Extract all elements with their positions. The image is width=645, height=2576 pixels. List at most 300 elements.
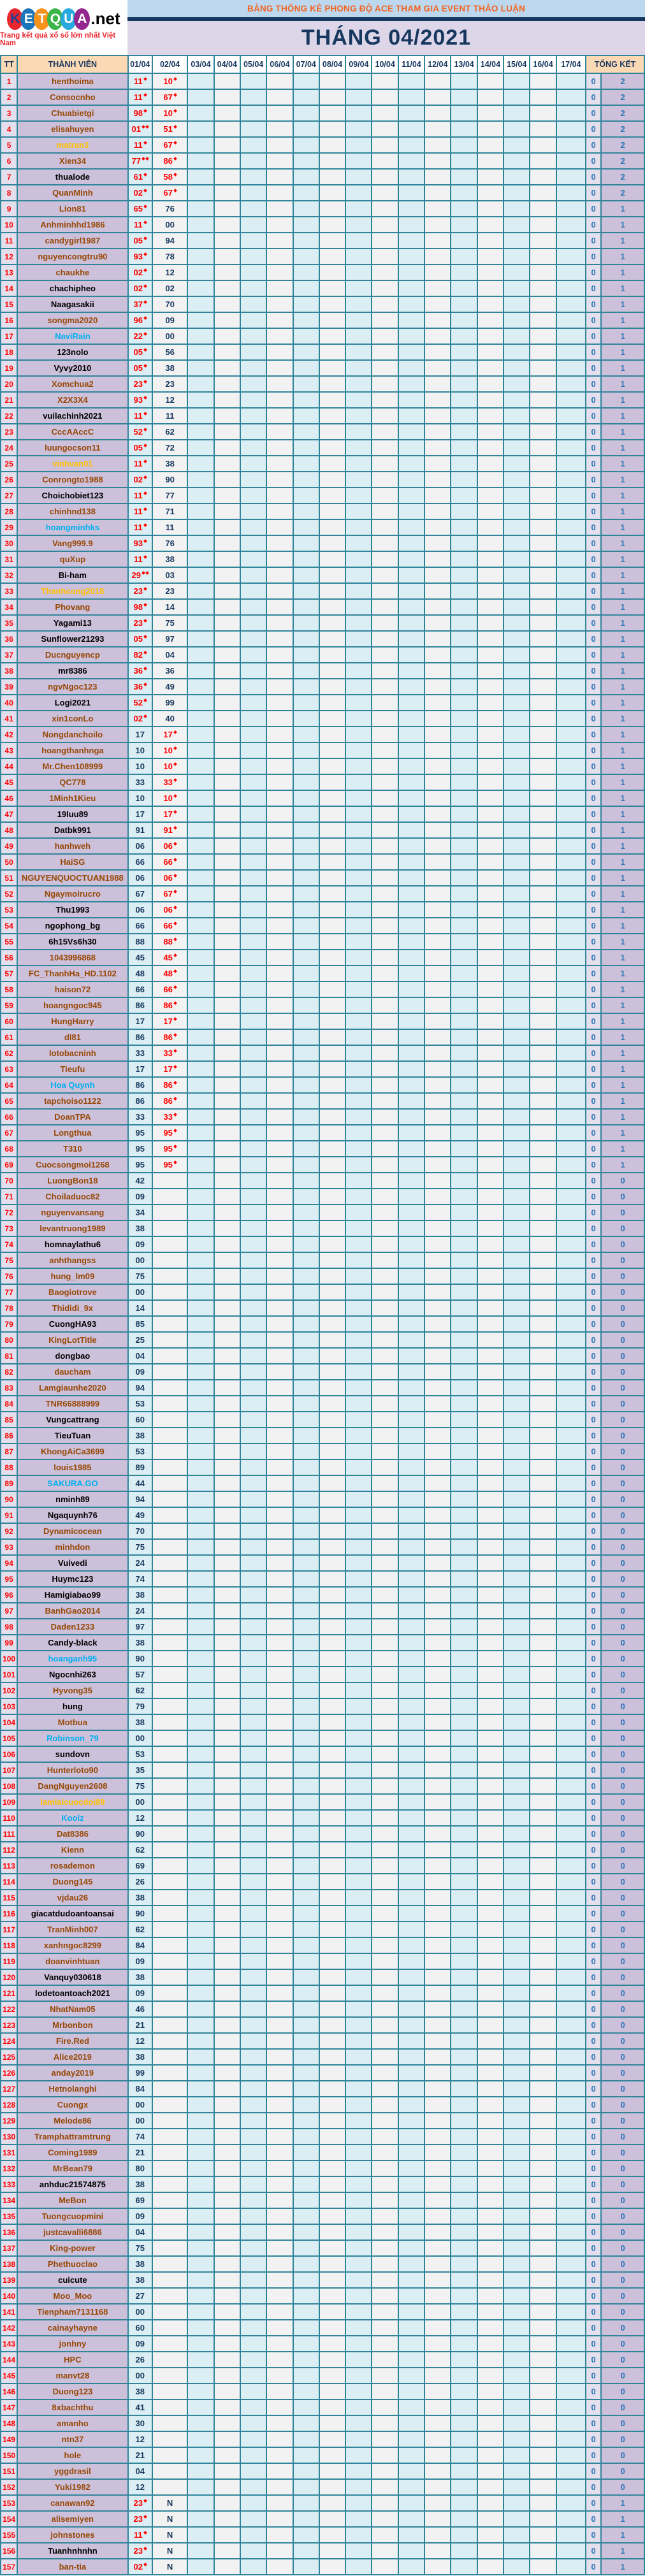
day-cell-empty xyxy=(530,169,556,185)
day-cell-empty xyxy=(530,631,556,647)
member-name: Mr.Chen108999 xyxy=(17,758,127,774)
tt-cell: 23 xyxy=(1,424,17,440)
member-name: lotobacninh xyxy=(17,1045,127,1061)
day-cell-empty xyxy=(530,1173,556,1189)
day-cell-empty xyxy=(187,2192,214,2208)
total-cell: 1 xyxy=(601,695,644,711)
day-cell-empty xyxy=(187,663,214,679)
day-cell-empty xyxy=(451,201,477,217)
day-value-text: 86 xyxy=(163,156,176,166)
day-cell-empty xyxy=(451,583,477,599)
member-name: Tienpham7131168 xyxy=(17,2304,127,2320)
day-cell-empty xyxy=(293,1444,319,1459)
day-cell-empty xyxy=(556,2145,586,2160)
day-value-text: 52 xyxy=(133,427,146,437)
day-value-01 xyxy=(128,1141,152,1157)
member-name: Cuocsongmoi1268 xyxy=(17,1157,127,1173)
day-cell-empty xyxy=(293,663,319,679)
column-header-date: 03/04 xyxy=(187,55,214,73)
day-cell-empty xyxy=(504,822,530,838)
pre-total-cell: 0 xyxy=(586,73,601,89)
pre-total-cell: 0 xyxy=(586,2495,601,2511)
day-value-02 xyxy=(152,1937,187,1953)
day-value-02 xyxy=(152,1300,187,1316)
day-value-02 xyxy=(152,1013,187,1029)
day-value-02 xyxy=(152,2033,187,2049)
day-cell-empty xyxy=(187,2288,214,2304)
day-cell-empty xyxy=(451,1539,477,1555)
pre-total-cell: 0 xyxy=(586,966,601,981)
day-value-text: 05 xyxy=(133,443,146,452)
day-cell-empty xyxy=(504,73,530,89)
day-cell-empty xyxy=(214,2017,240,2033)
day-cell-empty xyxy=(477,981,504,997)
total-cell: 1 xyxy=(601,567,644,583)
tt-cell: 29 xyxy=(1,519,17,535)
day-cell-empty xyxy=(266,854,293,870)
day-cell-empty xyxy=(266,1778,293,1794)
tt-cell: 7 xyxy=(1,169,17,185)
day-cell-empty xyxy=(240,1220,266,1236)
day-value-02 xyxy=(152,599,187,615)
member-row xyxy=(1,1109,644,1125)
day-value-02 xyxy=(152,950,187,966)
total-cell: 0 xyxy=(601,1587,644,1603)
day-cell-empty xyxy=(293,2033,319,2049)
day-value-02 xyxy=(152,2495,187,2511)
day-value-01 xyxy=(128,2145,152,2160)
member-name: Daden1233 xyxy=(17,1619,127,1635)
day-cell-empty xyxy=(424,727,451,742)
day-cell-empty xyxy=(240,440,266,456)
win-star-icon xyxy=(143,109,147,113)
day-cell-empty xyxy=(240,1969,266,1985)
tt-cell: 5 xyxy=(1,137,17,153)
day-cell-empty xyxy=(398,2065,424,2081)
day-cell-empty xyxy=(556,2176,586,2192)
day-cell-empty xyxy=(187,1109,214,1125)
day-value-text: 38 xyxy=(135,2259,145,2269)
day-cell-empty xyxy=(187,1906,214,1921)
day-cell-empty xyxy=(214,2431,240,2447)
day-value-01 xyxy=(128,1125,152,1141)
day-value-text: 94 xyxy=(165,236,175,245)
win-star-icon xyxy=(173,1145,177,1148)
day-cell-empty xyxy=(451,727,477,742)
day-value-text: 14 xyxy=(165,602,175,612)
day-cell-empty xyxy=(504,2431,530,2447)
day-cell-empty xyxy=(530,2495,556,2511)
day-cell-empty xyxy=(187,854,214,870)
day-value-02 xyxy=(152,1444,187,1459)
day-value-01 xyxy=(128,1444,152,1459)
day-value-text: 65 xyxy=(133,204,146,213)
day-value-01 xyxy=(128,360,152,376)
day-value-01 xyxy=(128,121,152,137)
day-value-01 xyxy=(128,2208,152,2224)
day-cell-empty xyxy=(424,1459,451,1475)
day-cell-empty xyxy=(451,2065,477,2081)
day-value-text: 06 xyxy=(163,873,176,883)
day-cell-empty xyxy=(424,2320,451,2336)
day-cell-empty xyxy=(214,2033,240,2049)
day-cell-empty xyxy=(214,1141,240,1157)
tt-cell: 67 xyxy=(1,1125,17,1141)
win-star-icon xyxy=(143,651,147,655)
day-cell-empty xyxy=(266,583,293,599)
day-cell-empty xyxy=(266,2240,293,2256)
day-cell-empty xyxy=(187,2304,214,2320)
member-name: Ducnguyencp xyxy=(17,647,127,663)
day-cell-empty xyxy=(530,806,556,822)
day-cell-empty xyxy=(345,2081,372,2097)
day-value-02 xyxy=(152,1412,187,1428)
day-cell-empty xyxy=(293,1428,319,1444)
day-cell-empty xyxy=(187,1682,214,1698)
member-row xyxy=(1,360,644,376)
member-name: Yagami13 xyxy=(17,615,127,631)
day-cell-empty xyxy=(240,376,266,392)
day-cell-empty xyxy=(187,790,214,806)
day-cell-empty xyxy=(424,2081,451,2097)
tt-cell: 61 xyxy=(1,1029,17,1045)
day-cell-empty xyxy=(424,1778,451,1794)
day-cell-empty xyxy=(372,1125,398,1141)
day-cell-empty xyxy=(266,1906,293,1921)
day-cell-empty xyxy=(293,201,319,217)
day-cell-empty xyxy=(345,217,372,233)
day-cell-empty xyxy=(240,950,266,966)
day-value-text: 90 xyxy=(135,1909,145,1918)
day-cell-empty xyxy=(530,488,556,503)
day-cell-empty xyxy=(477,1380,504,1396)
day-cell-empty xyxy=(240,2033,266,2049)
total-cell: 0 xyxy=(601,1906,644,1921)
day-cell-empty xyxy=(451,1364,477,1380)
day-cell-empty xyxy=(477,1698,504,1714)
day-cell-empty xyxy=(293,1985,319,2001)
day-value-02 xyxy=(152,2129,187,2145)
day-cell-empty xyxy=(187,2017,214,2033)
day-cell-empty xyxy=(187,1778,214,1794)
day-cell-empty xyxy=(556,201,586,217)
day-value-01 xyxy=(128,2368,152,2384)
day-value-text: 66 xyxy=(163,985,176,994)
day-value-text: 93 xyxy=(133,252,146,261)
day-cell-empty xyxy=(266,1698,293,1714)
day-cell-empty xyxy=(372,2304,398,2320)
day-cell-empty xyxy=(266,2479,293,2495)
day-cell-empty xyxy=(187,2081,214,2097)
day-cell-empty xyxy=(530,456,556,472)
day-cell-empty xyxy=(504,981,530,997)
day-cell-empty xyxy=(345,663,372,679)
day-cell-empty xyxy=(504,2224,530,2240)
month-title-area xyxy=(127,21,645,55)
tt-cell: 97 xyxy=(1,1603,17,1619)
day-cell-empty xyxy=(293,1874,319,1890)
day-cell-empty xyxy=(372,1762,398,1778)
day-value-text: 05 xyxy=(133,634,146,644)
day-cell-empty xyxy=(293,376,319,392)
day-cell-empty xyxy=(424,2415,451,2431)
day-value-02 xyxy=(152,519,187,535)
day-cell-empty xyxy=(345,488,372,503)
day-cell-empty xyxy=(477,1890,504,1906)
member-name: vinhvan01 xyxy=(17,456,127,472)
day-cell-empty xyxy=(319,1587,345,1603)
day-cell-empty xyxy=(372,918,398,934)
tt-cell: 74 xyxy=(1,1236,17,1252)
day-value-text: 86 xyxy=(135,1096,145,1106)
day-cell-empty xyxy=(345,137,372,153)
member-name: anhduc21574875 xyxy=(17,2176,127,2192)
day-cell-empty xyxy=(319,2559,345,2575)
day-cell-empty xyxy=(319,472,345,488)
member-name: chinhnd138 xyxy=(17,503,127,519)
day-cell-empty xyxy=(556,1077,586,1093)
day-cell-empty xyxy=(240,2352,266,2368)
day-value-02 xyxy=(152,153,187,169)
day-cell-empty xyxy=(424,328,451,344)
day-cell-empty xyxy=(477,2415,504,2431)
day-cell-empty xyxy=(477,1029,504,1045)
total-cell: 1 xyxy=(601,1045,644,1061)
member-row xyxy=(1,1125,644,1141)
day-value-01 xyxy=(128,2097,152,2113)
day-cell-empty xyxy=(266,2208,293,2224)
day-cell-empty xyxy=(293,137,319,153)
day-cell-empty xyxy=(319,918,345,934)
day-cell-empty xyxy=(504,1667,530,1682)
day-value-01 xyxy=(128,2495,152,2511)
tt-cell: 135 xyxy=(1,2208,17,2224)
total-cell: 0 xyxy=(601,1953,644,1969)
day-value-01 xyxy=(128,966,152,981)
day-cell-empty xyxy=(345,344,372,360)
pre-total-cell: 0 xyxy=(586,392,601,408)
day-cell-empty xyxy=(372,89,398,105)
day-cell-empty xyxy=(319,2272,345,2288)
day-cell-empty xyxy=(240,1714,266,1730)
day-cell-empty xyxy=(266,902,293,918)
day-cell-empty xyxy=(556,1842,586,1858)
tt-cell: 54 xyxy=(1,918,17,934)
pre-total-cell: 0 xyxy=(586,870,601,886)
day-cell-empty xyxy=(398,440,424,456)
day-cell-empty xyxy=(266,1125,293,1141)
member-row xyxy=(1,1173,644,1189)
member-name: Cuongx xyxy=(17,2097,127,2113)
day-cell-empty xyxy=(240,2495,266,2511)
day-cell-empty xyxy=(504,1730,530,1746)
member-name: Moo_Moo xyxy=(17,2288,127,2304)
member-row xyxy=(1,121,644,137)
member-row xyxy=(1,886,644,902)
day-cell-empty xyxy=(319,2145,345,2160)
day-cell-empty xyxy=(319,1921,345,1937)
member-row xyxy=(1,2304,644,2320)
day-cell-empty xyxy=(293,1459,319,1475)
day-cell-empty xyxy=(424,1730,451,1746)
day-cell-empty xyxy=(187,137,214,153)
day-cell-empty xyxy=(372,1189,398,1205)
day-value-02 xyxy=(152,870,187,886)
day-cell-empty xyxy=(424,918,451,934)
member-name: Consocnho xyxy=(17,89,127,105)
day-cell-empty xyxy=(477,2192,504,2208)
day-cell-empty xyxy=(504,2256,530,2272)
day-cell-empty xyxy=(214,1157,240,1173)
win-star-icon xyxy=(143,2499,147,2503)
member-row xyxy=(1,1730,644,1746)
member-row xyxy=(1,934,644,950)
day-cell-empty xyxy=(345,1587,372,1603)
member-row xyxy=(1,1444,644,1459)
member-row xyxy=(1,1794,644,1810)
day-cell-empty xyxy=(240,1539,266,1555)
day-cell-empty xyxy=(477,599,504,615)
tt-cell: 83 xyxy=(1,1380,17,1396)
day-cell-empty xyxy=(556,1109,586,1125)
day-cell-empty xyxy=(424,1906,451,1921)
day-value-text: 95 xyxy=(163,1128,176,1138)
day-cell-empty xyxy=(293,2336,319,2352)
day-cell-empty xyxy=(424,217,451,233)
day-cell-empty xyxy=(293,1316,319,1332)
day-cell-empty xyxy=(477,758,504,774)
day-cell-empty xyxy=(319,663,345,679)
day-value-02 xyxy=(152,1189,187,1205)
day-cell-empty xyxy=(556,456,586,472)
day-cell-empty xyxy=(293,1730,319,1746)
day-cell-empty xyxy=(293,1523,319,1539)
day-cell-empty xyxy=(187,424,214,440)
day-value-text: 17 xyxy=(163,730,176,739)
day-cell-empty xyxy=(293,758,319,774)
day-cell-empty xyxy=(266,1842,293,1858)
day-value-02 xyxy=(152,1268,187,1284)
day-value-01 xyxy=(128,631,152,647)
day-cell-empty xyxy=(319,2352,345,2368)
day-cell-empty xyxy=(504,2352,530,2368)
day-cell-empty xyxy=(451,456,477,472)
member-name: Tuongcuopmini xyxy=(17,2208,127,2224)
day-cell-empty xyxy=(424,2527,451,2543)
day-cell-empty xyxy=(293,838,319,854)
day-cell-empty xyxy=(372,1810,398,1826)
day-cell-empty xyxy=(214,1013,240,1029)
day-cell-empty xyxy=(556,472,586,488)
total-cell: 1 xyxy=(601,950,644,966)
day-value-01 xyxy=(128,711,152,727)
day-cell-empty xyxy=(451,822,477,838)
tt-cell: 41 xyxy=(1,711,17,727)
pre-total-cell: 0 xyxy=(586,2065,601,2081)
day-cell-empty xyxy=(556,1173,586,1189)
day-cell-empty xyxy=(556,121,586,137)
member-name: Longthua xyxy=(17,1125,127,1141)
day-cell-empty xyxy=(451,2145,477,2160)
total-cell: 0 xyxy=(601,2463,644,2479)
day-cell-empty xyxy=(504,296,530,312)
day-cell-empty xyxy=(451,1316,477,1332)
day-value-01 xyxy=(128,1268,152,1284)
day-cell-empty xyxy=(214,392,240,408)
tt-cell: 42 xyxy=(1,727,17,742)
day-cell-empty xyxy=(398,1921,424,1937)
day-cell-empty xyxy=(214,2511,240,2527)
total-cell: 1 xyxy=(601,201,644,217)
day-cell-empty xyxy=(240,249,266,264)
day-cell-empty xyxy=(530,1125,556,1141)
day-cell-empty xyxy=(504,2495,530,2511)
day-cell-empty xyxy=(266,2559,293,2575)
day-cell-empty xyxy=(530,583,556,599)
day-value-01 xyxy=(128,806,152,822)
day-value-text: 67 xyxy=(163,889,176,899)
day-cell-empty xyxy=(451,2559,477,2575)
day-value-02 xyxy=(152,1826,187,1842)
member-name: Bi-ham xyxy=(17,567,127,583)
day-cell-empty xyxy=(214,249,240,264)
pre-total-cell: 0 xyxy=(586,806,601,822)
day-cell-empty xyxy=(319,1268,345,1284)
day-cell-empty xyxy=(398,2017,424,2033)
member-row xyxy=(1,1746,644,1762)
column-header-date: 07/04 xyxy=(293,55,319,73)
day-value-text: 79 xyxy=(135,1702,145,1711)
total-cell: 1 xyxy=(601,440,644,456)
day-cell-empty xyxy=(187,918,214,934)
member-row xyxy=(1,2463,644,2479)
day-cell-empty xyxy=(398,551,424,567)
day-cell-empty xyxy=(424,2049,451,2065)
day-cell-empty xyxy=(293,360,319,376)
pre-total-cell: 0 xyxy=(586,1698,601,1714)
day-cell-empty xyxy=(556,169,586,185)
day-cell-empty xyxy=(372,424,398,440)
day-value-02 xyxy=(152,1682,187,1698)
day-cell-empty xyxy=(398,2511,424,2527)
day-cell-empty xyxy=(240,790,266,806)
day-cell-empty xyxy=(345,2145,372,2160)
member-name: Nongdanchoilo xyxy=(17,727,127,742)
member-name: 8xbachthu xyxy=(17,2399,127,2415)
total-cell: 1 xyxy=(601,519,644,535)
day-value-01 xyxy=(128,615,152,631)
day-cell-empty xyxy=(556,615,586,631)
day-value-01 xyxy=(128,1189,152,1205)
day-value-02 xyxy=(152,408,187,424)
day-value-text: 11 xyxy=(134,411,147,421)
day-value-01 xyxy=(128,1109,152,1125)
day-cell-empty xyxy=(240,1125,266,1141)
tt-cell: 110 xyxy=(1,1810,17,1826)
day-cell-empty xyxy=(266,2527,293,2543)
win-star-icon xyxy=(143,412,147,416)
day-cell-empty xyxy=(293,2097,319,2113)
day-cell-empty xyxy=(240,392,266,408)
day-cell-empty xyxy=(187,1077,214,1093)
pre-total-cell: 0 xyxy=(586,2288,601,2304)
day-cell-empty xyxy=(345,2224,372,2240)
day-cell-empty xyxy=(398,1348,424,1364)
day-cell-empty xyxy=(530,966,556,981)
win-star-icon xyxy=(173,1033,177,1037)
day-cell-empty xyxy=(451,2049,477,2065)
tt-cell: 66 xyxy=(1,1109,17,1125)
